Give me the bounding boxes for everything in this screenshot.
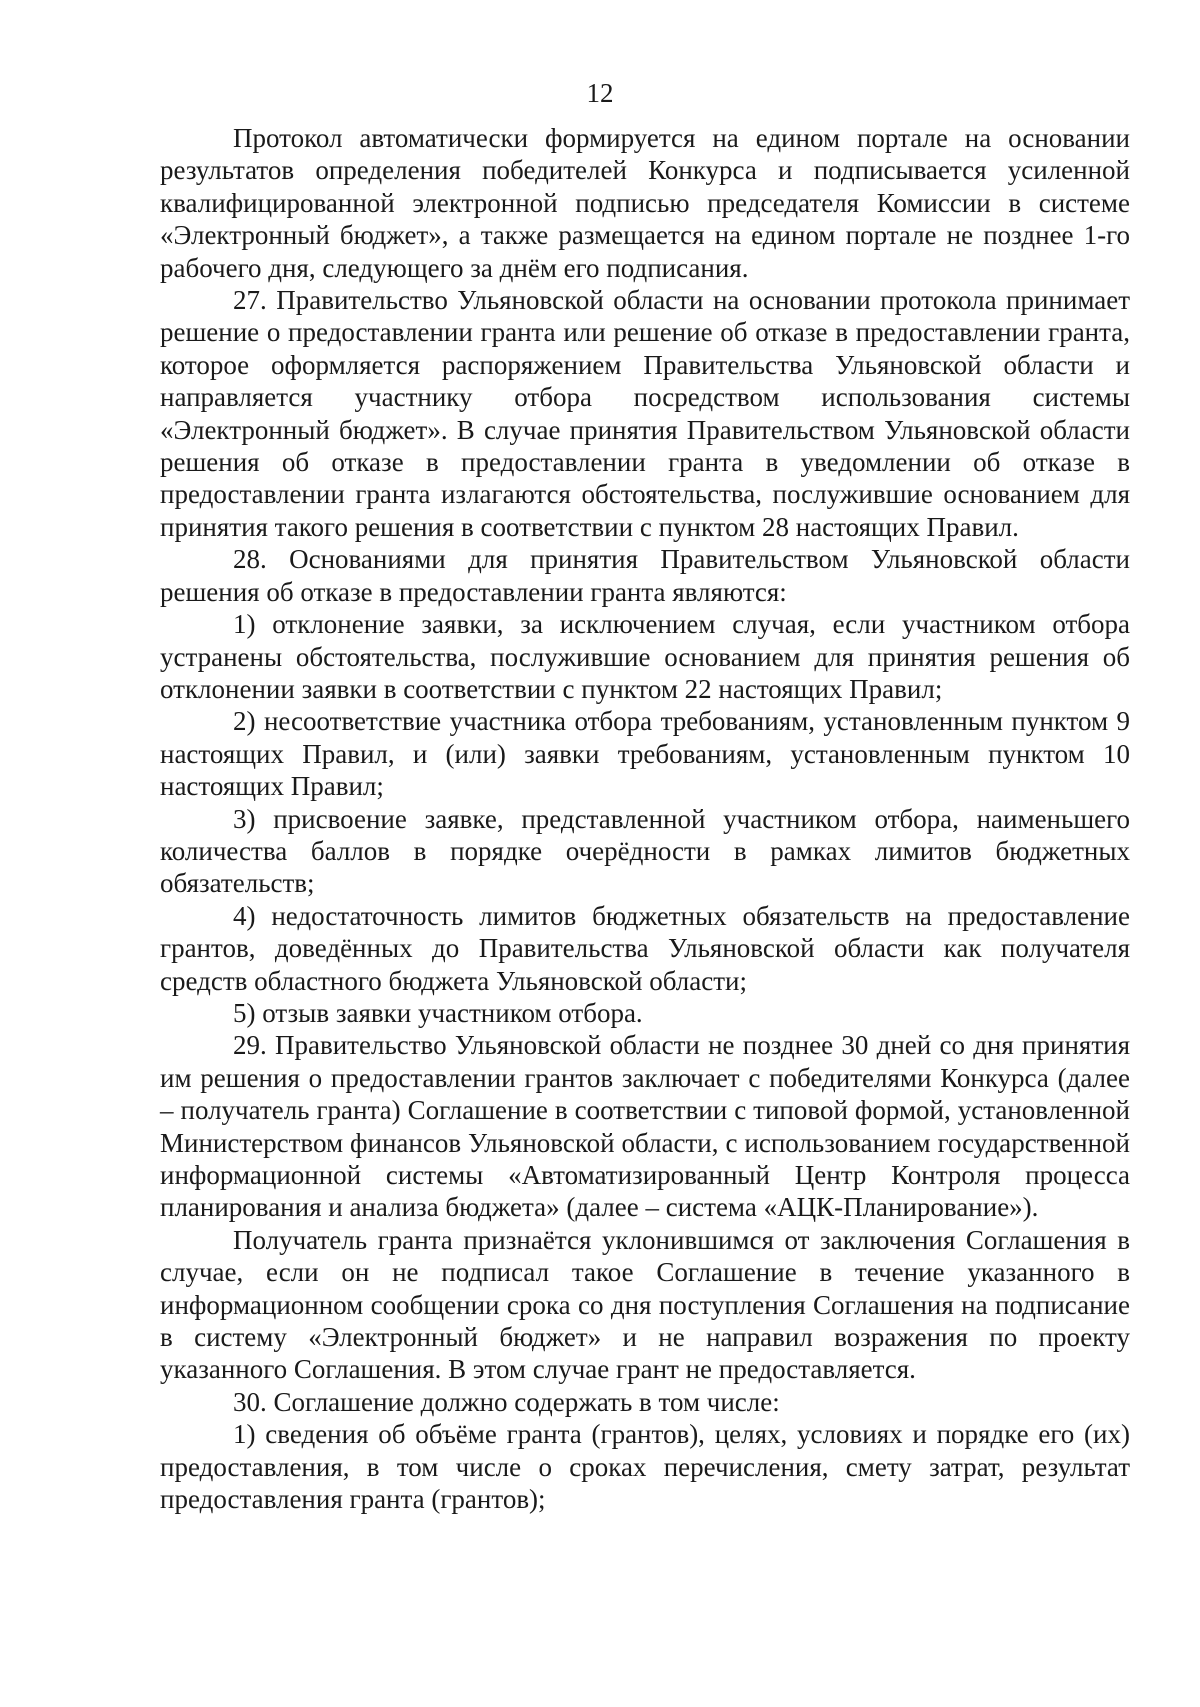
document-body [160,122,1130,1515]
list-item-30-1: 1) сведения об объёме гранта (грантов), целях, условиях и порядке его (их) предоставления, в том числе о сроках перечисления, смету затрат, результат предоставления гранта (грантов); [160,1419,1130,1515]
list-item-28-1: 1) отклонение заявки, за исключением случая, если участником отбора устранены обстоятельства, послужившие основанием для принятия решения об отклонении заявки в соответствии с пунктом 22 настоящих Правил; [160,609,1130,704]
paragraph-clause-29: 29. Правительство Ульяновской области не позднее 30 дней со дня принятия им решения о предоставлении грантов заключает с победителями Конкурса (далее – получатель гранта) Соглашение в соответствии с типовой формой, установленной Министерством финансов Ульяновской области, с использованием государственной информационной системы «Автоматизированный Центр Контроля процесса планирования и анализа бюджета» (далее – система «АЦК-Планирование»). [160,1030,1130,1223]
list-item-28-4: 4) недостаточность лимитов бюджетных обязательств на предоставление грантов, доведённых до Правительства Ульяновской области как получателя средств областного бюджета Ульяновской области; [160,900,1130,996]
paragraph-clause-28: 28. Основаниями для принятия Правительством Ульяновской области решения об отказе в предоставлении гранта являются: [160,544,1130,607]
list-item-28-2: 2) несоответствие участника отбора требованиям, установленным пунктом 9 настоящих Правил, и (или) заявки требованиям, установленным пунктом 10 настоящих Правил; [160,706,1130,802]
paragraph-recipient-evasion: Получатель гранта признаётся уклонившимся от заключения Соглашения в случае, если он не подписал такое Соглашение в течение указанного в информационном сообщении срока со дня поступления Соглашения на подписание в систему «Электронный бюджет» и не направил возражения по проекту указанного Соглашения. В этом случае грант не предоставляется. [160,1224,1130,1385]
page-number: 12 [586,78,614,108]
paragraph-clause-27: 27. Правительство Ульяновской области на основании протокола принимает решение о предоставлении гранта или решение об отказе в предоставлении гранта, которое оформляется распоряжением Правительства Ульяновской области и направляется участнику отбора посредством использования системы «Электронный бюджет». В случае принятия Правительством Ульяновской области решения об отказе в предоставлении гранта в уведомлении об отказе в предоставлении гранта излагаются обстоятельства, послужившие основанием для принятия такого решения в соответствии с пунктом 28 настоящих Правил. [160,285,1130,542]
list-item-28-3: 3) присвоение заявке, представленной участником отбора, наименьшего количества баллов в порядке очерёдности в рамках лимитов бюджетных обязательств; [160,803,1130,899]
list-item-28-5: 5) отзыв заявки участником отбора. [233,997,643,1028]
paragraph-clause-30: 30. Соглашение должно содержать в том числе: [233,1386,780,1417]
paragraph-protocol: Протокол автоматически формируется на едином портале на основании результатов определения победителей Конкурса и подписывается усиленной квалифицированной электронной подписью председателя Комиссии в системе «Электронный бюджет», а также размещается на едином портале не позднее 1-го рабочего дня, следующего за днём его подписания. [160,123,1130,283]
